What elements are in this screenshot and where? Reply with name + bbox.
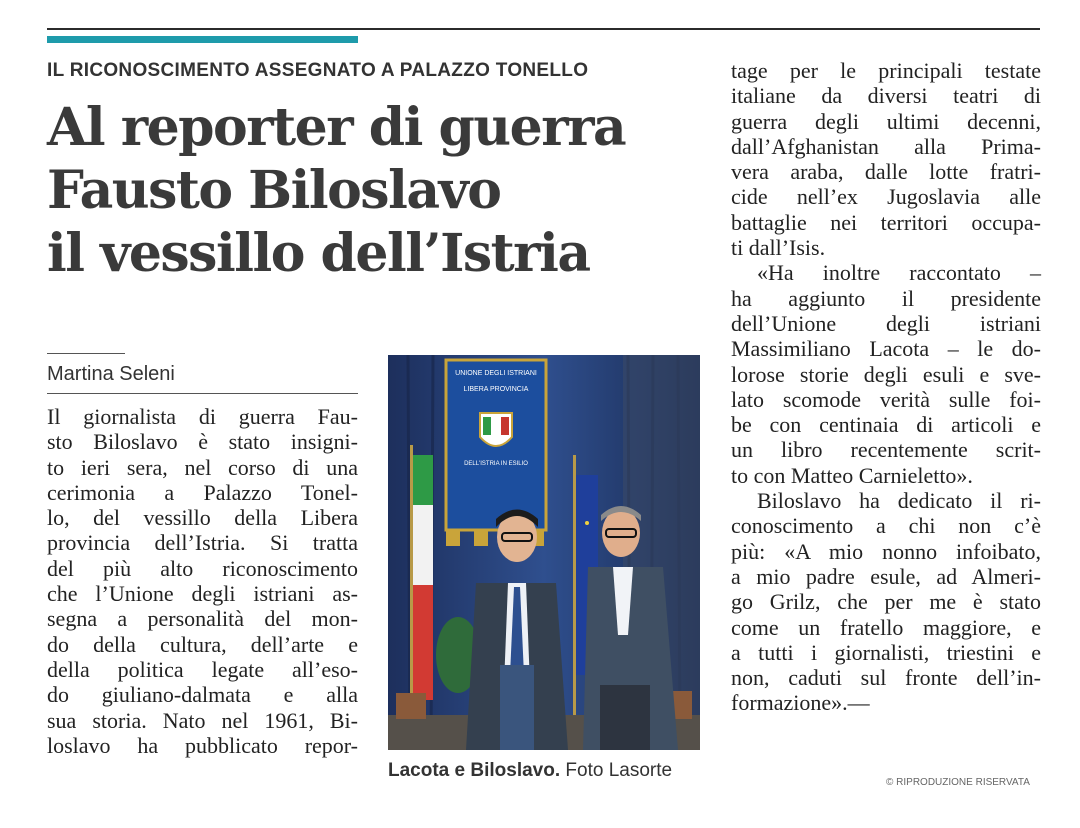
banner-line: LIBERA PROVINCIA bbox=[463, 386, 529, 393]
body-line: go Grilz, che per me è stato bbox=[731, 589, 1041, 615]
body-column-3 bbox=[731, 58, 1041, 716]
body-line: ti dall’Isis. bbox=[731, 235, 826, 261]
body-line: come un fratello maggiore, e bbox=[731, 614, 1041, 640]
body-line: a tutti i giornalisti, triestini e bbox=[731, 639, 1041, 665]
headline-line: il vessillo dell’Istria bbox=[47, 223, 590, 284]
body-line: un libro recentemente scrit- bbox=[731, 437, 1041, 463]
body-line: Il giornalista di guerra Fau- bbox=[47, 404, 358, 429]
caption-names: Lacota e Biloslavo. bbox=[388, 760, 561, 781]
body-line: della politica legate all’eso- bbox=[47, 656, 358, 682]
body-line: formazione».— bbox=[731, 690, 870, 716]
body-line: non, caduti sul fronte dell’in- bbox=[731, 665, 1041, 691]
body-line: lorose storie degli esuli e sve- bbox=[731, 361, 1041, 387]
body-line: to con Matteo Carnieletto». bbox=[731, 462, 973, 488]
body-line: dall’Afghanistan alla Prima- bbox=[731, 133, 1041, 159]
body-line: sto Biloslavo è stato insigni- bbox=[47, 429, 358, 455]
body-line: Biloslavo ha dedicato il ri- bbox=[757, 488, 1041, 514]
body-line: loslavo ha pubblicato repor- bbox=[47, 732, 358, 758]
body-line: ha aggiunto il presidente bbox=[731, 285, 1041, 311]
body-line: a mio padre esule, ad Almeri- bbox=[731, 563, 1041, 589]
body-line: guerra degli ultimi decenni, bbox=[731, 108, 1041, 134]
body-line: vera araba, dalle lotte fratri- bbox=[731, 159, 1041, 185]
body-line: cerimonia a Palazzo Tonel- bbox=[47, 479, 358, 505]
body-line: più: «A mio nonno infoibato, bbox=[731, 538, 1041, 564]
body-line: segna a personalità del mon- bbox=[47, 606, 358, 632]
body-line: lato scomode verità sulle foi- bbox=[731, 386, 1041, 412]
body-line: del più alto riconoscimento bbox=[47, 555, 358, 581]
section-accent-bar bbox=[47, 36, 358, 43]
headline-line: Fausto Biloslavo bbox=[47, 160, 501, 221]
photo-caption bbox=[388, 760, 672, 782]
kicker: IL RICONOSCIMENTO ASSEGNATO A PALAZZO TONELLO bbox=[47, 60, 589, 81]
body-line: sua storia. Nato nel 1961, Bi- bbox=[47, 707, 358, 733]
body-line: provincia dell’Istria. Si tratta bbox=[47, 530, 358, 556]
copyright-notice: © RIPRODUZIONE RISERVATA bbox=[886, 777, 1030, 788]
body-line: italiane da diversi teatri di bbox=[731, 83, 1041, 109]
body-line: lo, del vessillo della Libera bbox=[47, 505, 358, 531]
body-line: battaglie nei territori occupa- bbox=[731, 209, 1041, 235]
headline bbox=[47, 96, 687, 285]
photo-illustration bbox=[388, 355, 700, 750]
body-line: to ieri sera, nel corso di una bbox=[47, 454, 358, 480]
body-line: «Ha inoltre raccontato – bbox=[757, 260, 1041, 286]
body-line: do giuliano-dalmata e alla bbox=[47, 682, 358, 708]
body-line: che l’Unione degli istriani as- bbox=[47, 581, 358, 607]
top-rule bbox=[47, 28, 1040, 30]
headline-line: Al reporter di guerra bbox=[47, 97, 626, 158]
body-line: cide nell’ex Jugoslavia alle bbox=[731, 184, 1041, 210]
body-line: tage per le principali testate bbox=[731, 58, 1041, 83]
body-line: dell’Unione degli istriani bbox=[731, 310, 1041, 336]
body-line: Massimiliano Lacota – le do- bbox=[731, 336, 1041, 362]
body-line: conoscimento a chi non c’è bbox=[731, 513, 1041, 539]
event-photo bbox=[388, 355, 700, 750]
body-line: do della cultura, dell’arte e bbox=[47, 631, 358, 657]
banner-line: UNIONE DEGLI ISTRIANI bbox=[455, 370, 537, 377]
byline: Martina Seleni bbox=[47, 363, 175, 385]
banner-line: DELL'ISTRIA IN ESILIO bbox=[464, 461, 528, 467]
body-column-1 bbox=[47, 404, 358, 758]
caption-credit: Foto Lasorte bbox=[565, 760, 673, 781]
byline-rule bbox=[47, 353, 125, 354]
body-line: be con centinaia di articoli e bbox=[731, 412, 1041, 438]
byline-separator bbox=[47, 393, 358, 394]
